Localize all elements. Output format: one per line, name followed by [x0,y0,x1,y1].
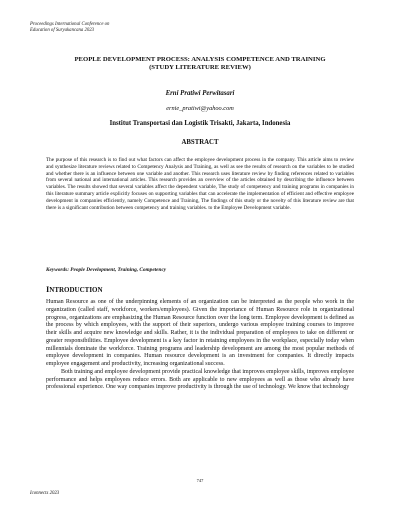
paper-title [46,56,354,73]
header-line-2: Education of Suryakancana 2023 [30,28,95,33]
keywords: Keywords: People Development, Training, Competency [46,267,167,273]
abstract-text: The purpose of this research is to find out what factors can affect the employee development process in the company. This article aims to review and synthesize literature reviews related to Competency Analysis and Training, as well as see the results of research on the variables to be studied and whether there is an influence between one variable and another. This research uses literature review by finding references related to variables from several national and international articles. This research provides an overview of the articles obtained by describing the influence between variables. The results showed that several variables affect the dependent variable, The study of competency and training programs in companies in this literature summary article explicitly focuses on supporting variables that can accelerate the implementation of efficient and effective employee development in companies efficiently, namely Competence and Training, The findings of this study or the novelty of this literature review are that there is a significant contribution between competency and training variables. to the Employee Development variable. [46,157,354,211]
title-line-1: PEOPLE DEVELOPMENT PROCESS: ANALYSIS COMPETENCE AND TRAINING [74,56,326,63]
title-line-2: (STUDY LITERATURE REVIEW) [149,64,251,72]
heading-initial: I [46,285,50,294]
heading-rest: NTRODUCTION [49,286,103,294]
running-header [30,22,109,34]
section-heading-introduction [46,285,103,294]
author-email: ernie_pratiwi@yahoo.com [166,105,234,112]
abstract-heading: ABSTRACT [181,139,219,146]
header-line-1: Proceedings International Conference on [30,22,110,27]
introduction-body [46,299,354,392]
running-footer: Iconnects 2023 [30,491,60,496]
author-name: Erni Pratiwi Perwitasari [165,90,235,97]
intro-paragraph-1: Human Resource as one of the underpinning elements of an organization can be interpreted as the people who work in the organization (called staff, workforce, workers/employees). Given the importance of Human Resource role in organizational progress, organizations are emphasizing the Human Resource function over the long term. Employee development is defined as the process by which employees, with the support of their superiors, undergo various employee training courses to improve their skills and acquire new knowledge and skills. Rather, it is the individual preparation of employees to take on different or greater responsibilities. Employee development is a key factor in retaining employees in the workplace, especially today when millennials dominate the workforce. Training programs and leadership development are among the most popular methods of employee development in companies. Human resource development is an investment for companies. It directly impacts employee engagement and productivity, increasing organizational success. [46,299,354,367]
page-number: 747 [196,478,204,483]
author-affiliation: Institut Transportasi dan Logistik Trisakti, Jakarta, Indonesia [109,120,291,127]
intro-paragraph-2: Both training and employee development provide practical knowledge that improves employee skills, improves employee performance and helps employees reduce errors. Both are applicable to new employees as well as those who already have professional experience. One way companies improve productivity is through the use of technology. We know that technology [46,368,354,391]
